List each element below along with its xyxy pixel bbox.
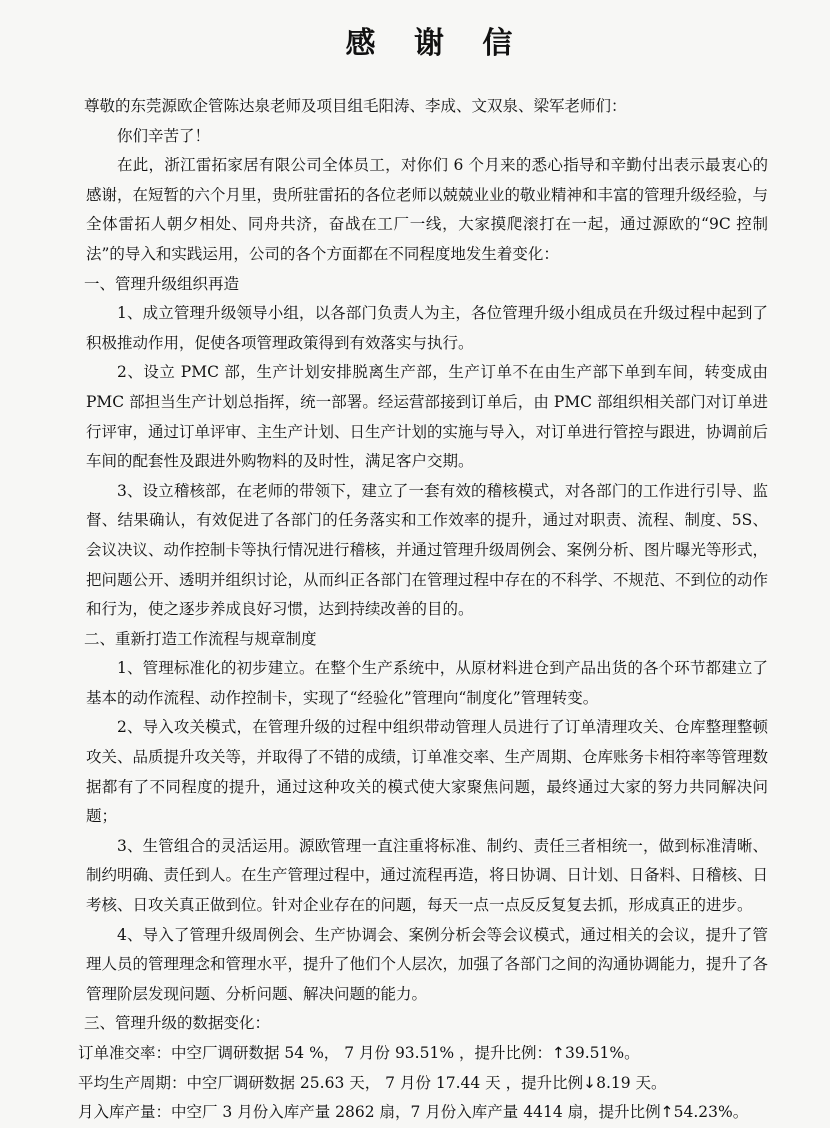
stat-line	[78, 1039, 768, 1069]
section-item: 3、设立稽核部，在老师的带领下，建立了一套有效的稽核模式，对各部门的工作进行引导、监督、结果确认，有效促进了各部门的任务落实和工作效率的提升，通过对职责、流程、制度、5S、会议决议、动作控制卡等执行情况进行稽核，并通过管理升级周例会、案例分析、图片曝光等形式，把问题公开、透明并组织讨论，从而纠正各部门在管理过程中存在的不科学、不规范、不到位的动作和行为，使之逐步养成良好习惯，达到持续改善的目的。	[86, 481, 769, 619]
stat-value: 39.51%。	[564, 1044, 640, 1062]
letter-title: 感 谢 信	[345, 26, 527, 61]
stat-line	[78, 1098, 768, 1128]
stat-text: 月入库产量：中空厂 3 月份入库产量 2862 扇，7 月份入库产量 4414 扇，提升比例	[78, 1103, 661, 1122]
stat-text: 平均生产周期：中空厂调研数据 25.63 天， 7 月份 17.44 天 ，提升比例	[78, 1073, 584, 1092]
intro-paragraph: 在此，浙江雷拓家居有限公司全体员工，对你们 6 个月来的悉心指导和辛勤付出表示最衷心的感谢，在短暂的六个月里，贵所驻雷拓的各位老师以兢兢业业的敬业精神和丰富的管理升级经验，与全体雷拓人朝夕相处、同舟共济，奋战在工厂一线，大家摸爬滚打在一起，通过源欧的“9C 控制法”的导入和实践运用，公司的各个方面都在不同程度地发生着变化：	[86, 156, 769, 263]
arrow-up-icon: ↑	[660, 1103, 674, 1122]
section-heading: 一、管理升级组织再造	[84, 274, 240, 293]
stat-value: 54.23%。	[673, 1103, 749, 1122]
section-item: 1、管理标准化的初步建立。在整个生产系统中，从原材料进仓到产品出货的各个环节都建立了基本的动作流程、动作控制卡，实现了“经验化”管理向“制度化”管理转变。	[86, 659, 768, 707]
letter-body	[86, 92, 768, 1039]
section-item: 4、导入了管理升级周例会、生产协调会、案例分析会等会议模式，通过相关的会议，提升了管理人员的管理理念和管理水平，提升了他们个人层次，加强了各部门之间的沟通协调能力，提升了各管理阶层发现问题、分析问题、解决问题的能力。	[86, 925, 769, 1003]
arrow-down-icon: ↓	[583, 1073, 597, 1092]
stat-line	[78, 1069, 768, 1099]
stat-text: 订单准交率：中空厂调研数据 54 %， 7 月份 93.51% ，提升比例：	[78, 1044, 552, 1062]
arrow-up-icon: ↑	[551, 1044, 565, 1062]
section-heading: 二、重新打造工作流程与规章制度	[84, 629, 317, 648]
stats-list	[78, 1039, 768, 1128]
section-item: 2、导入攻关模式，在管理升级的过程中组织带动管理人员进行了订单清理攻关、仓库整理整顿攻关、品质提升攻关等，并取得了不错的成绩，订单准交率、生产周期、仓库账务卡相符率等管理数据都有了不同程度的提升，通过这种攻关的模式使大家聚焦问题，最终通过大家的努力共同解决问题；	[86, 718, 769, 826]
section-heading: 三、管理升级的数据变化：	[84, 1014, 271, 1033]
stat-value: 8.19 天。	[596, 1073, 667, 1092]
section-item: 2、设立 PMC 部，生产计划安排脱离生产部，生产订单不在由生产部下单到车间，转变成由 PMC 部担当生产计划总指挥，统一部署。经运营部接到订单后，由 PMC 部组织相关部门对订单进行评审，通过订单评审、主生产计划、日生产计划的实施与导入，对订单进行管控与跟进，协调前后车间的配套性及跟进外购物料的及时性，满足客户交期。	[86, 363, 769, 471]
section-item: 3、生管组合的灵活运用。源欧管理一直注重将标准、制约、责任三者相统一，做到标准清晰、制约明确、责任到人。在生产管理过程中，通过流程再造，将日协调、日计划、日备料、日稽核、日考核、日攻关真正做到位。针对企业存在的问题，每天一点一点反反复复去抓，形成真正的进步。	[86, 836, 769, 915]
greeting: 你们辛苦了！	[117, 126, 211, 145]
salutation: 尊敬的东莞源欧企管陈达泉老师及项目组毛阳涛、李成、文双泉、梁军老师们：	[84, 97, 627, 115]
section-item: 1、成立管理升级领导小组，以各部门负责人为主，各位管理升级小组成员在升级过程中起到了积极推动作用，促使各项管理政策得到有效落实与执行。	[86, 304, 768, 352]
